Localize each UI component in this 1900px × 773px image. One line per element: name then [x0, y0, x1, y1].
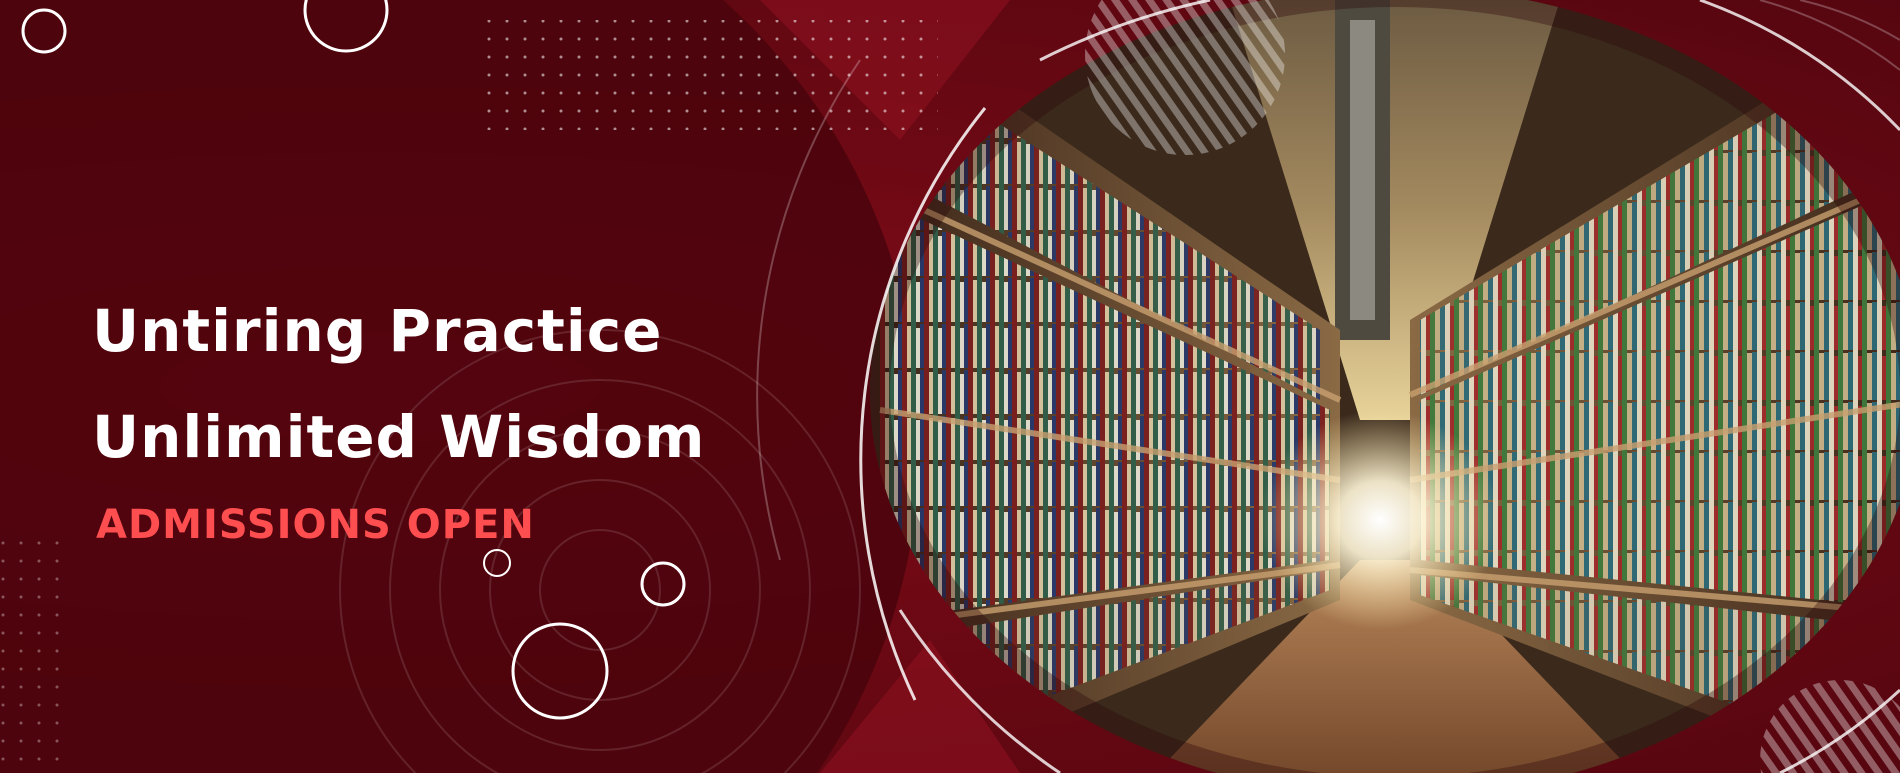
admissions-open-label: ADMISSIONS OPEN [96, 502, 535, 548]
library-aisle-photo [860, 0, 1900, 773]
headline-line-2: Unlimited Wisdom [92, 403, 706, 471]
dot-grid [478, 20, 938, 130]
headline [92, 278, 705, 490]
striped-accent-bottom [1760, 680, 1900, 773]
headline-line-1: Untiring Practice [92, 297, 663, 365]
